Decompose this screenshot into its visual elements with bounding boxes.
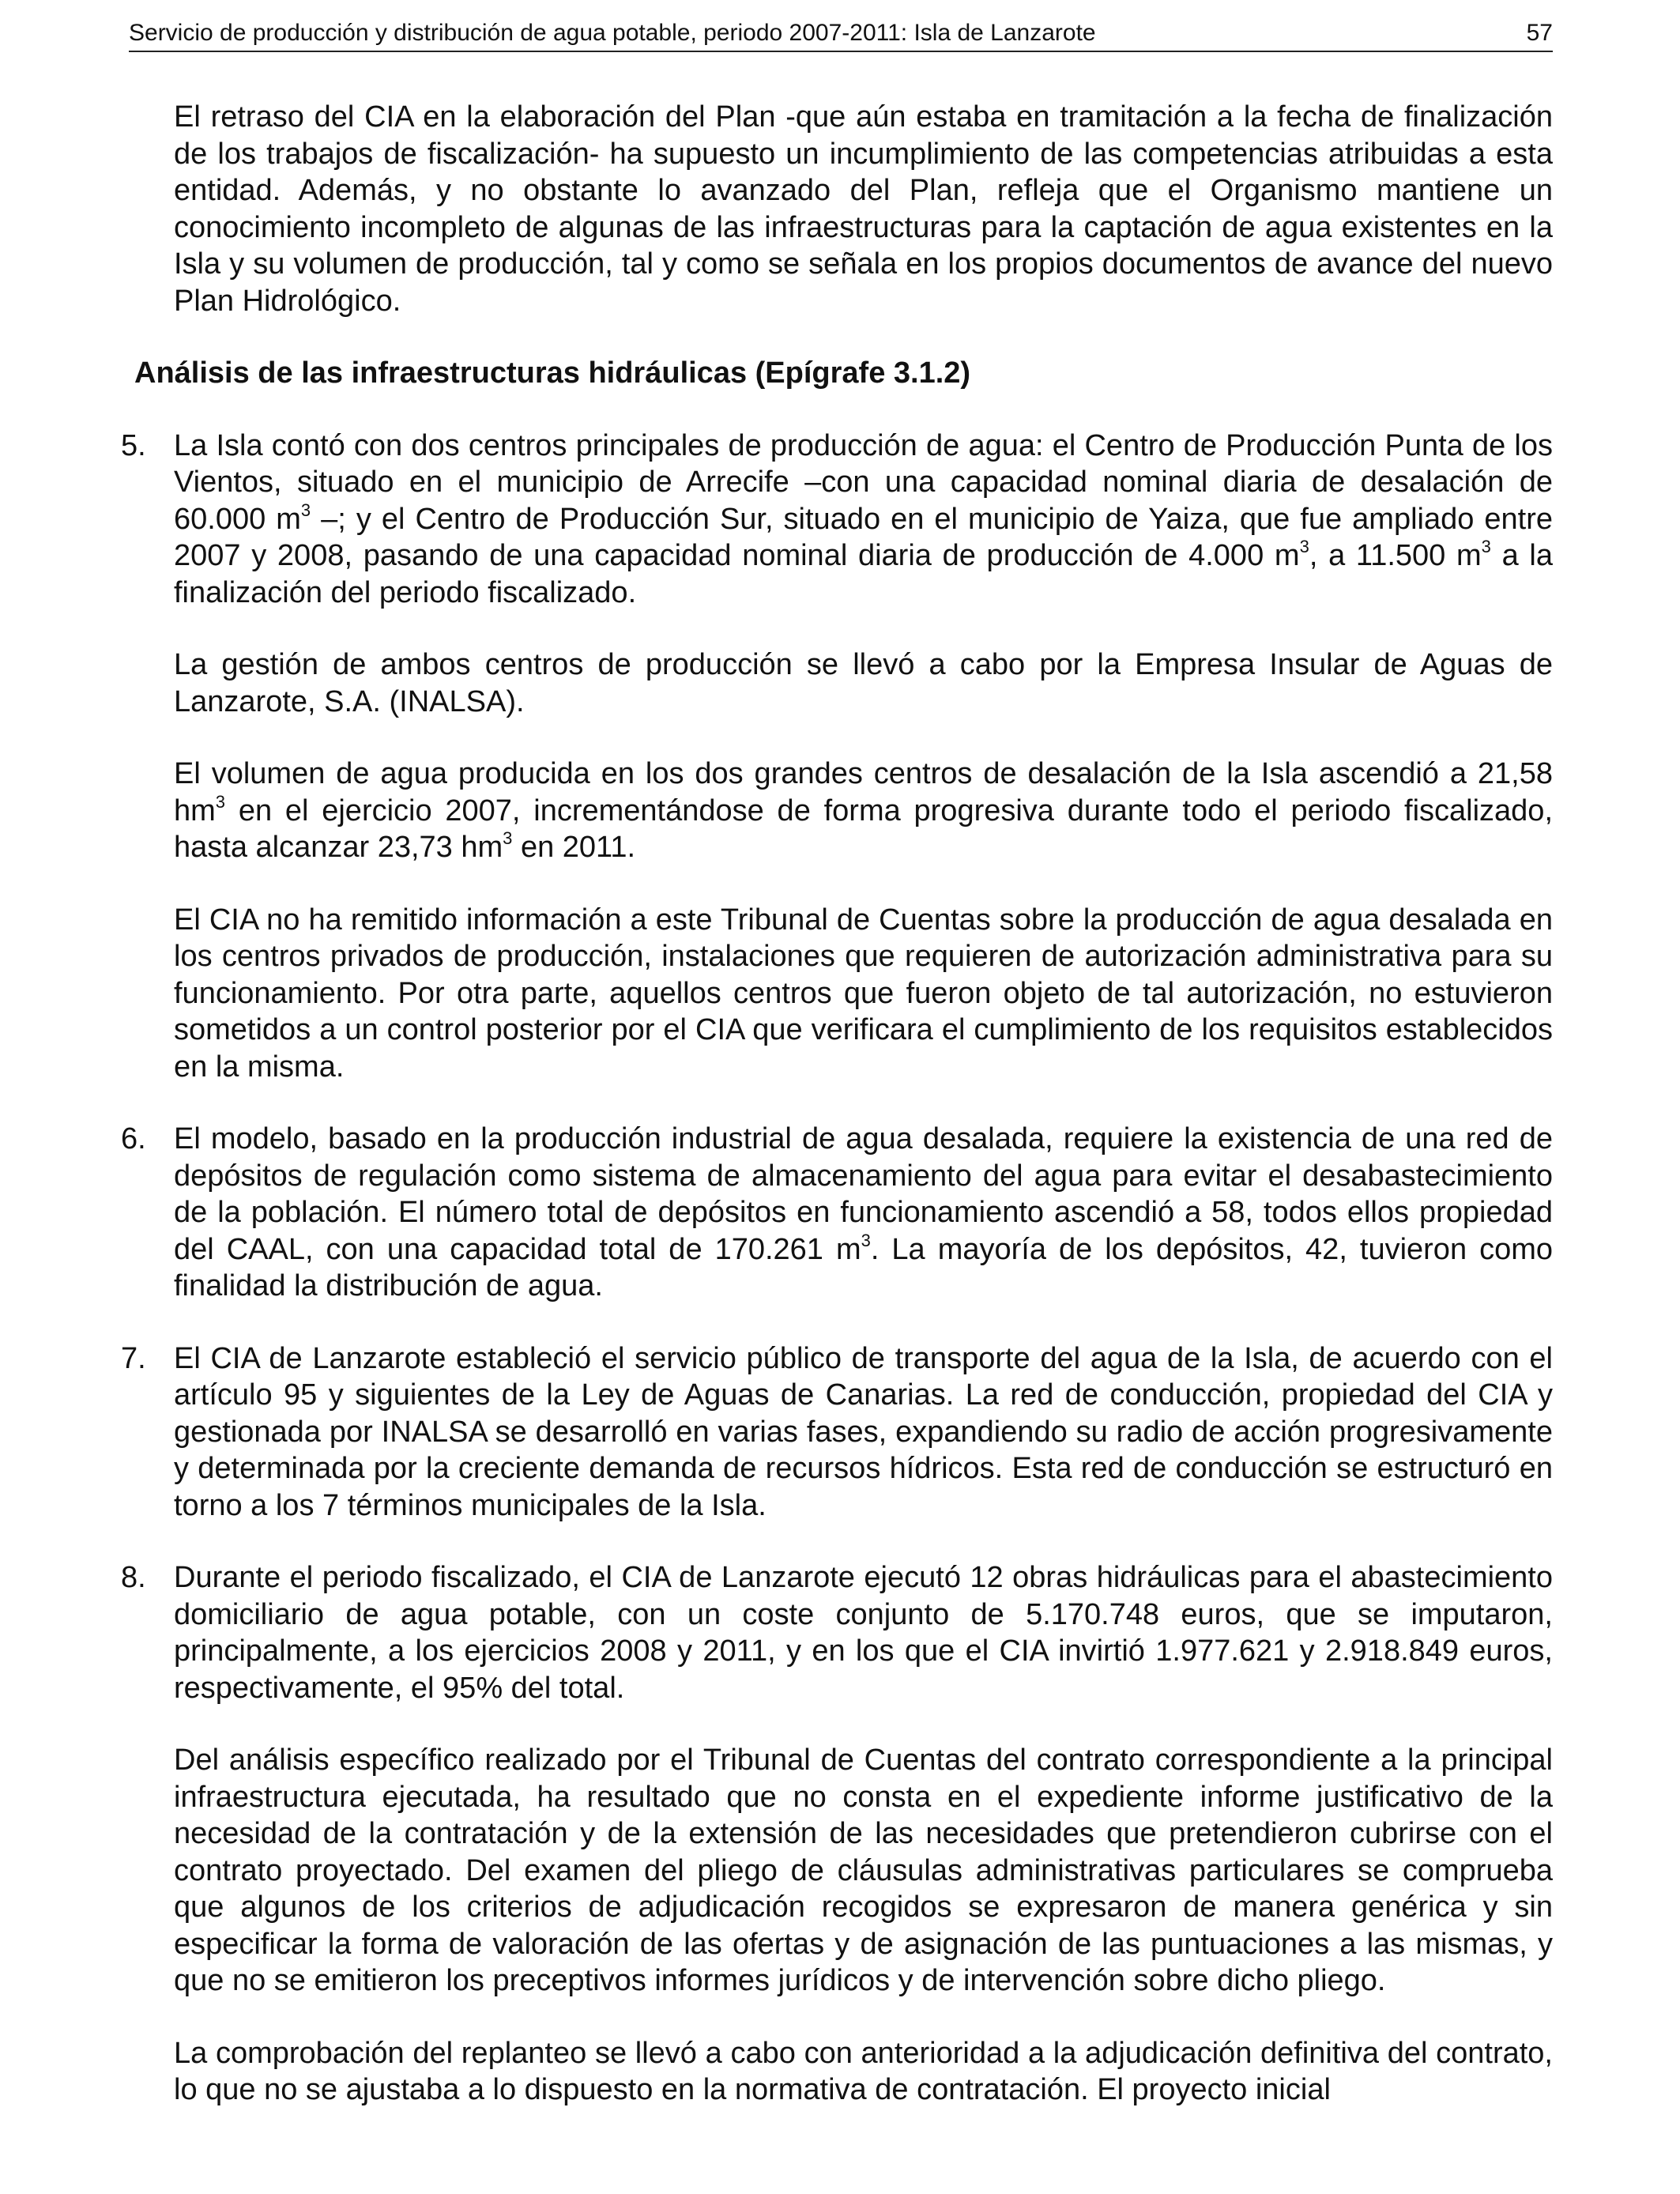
item-8-paragraph-3: La comprobación del replanteo se llevó a cabo con anterioridad a la adjudicación definitiva del contrato, lo que no se ajustaba a lo dispuesto en la normativa de contratación. El proyecto inicial <box>174 2036 1553 2106</box>
page-number: 57 <box>1526 20 1553 46</box>
superscript-3: 3 <box>1481 537 1491 556</box>
page-header <box>129 16 1553 52</box>
numbered-item-7 <box>121 1340 1553 1525</box>
item-number: 8. <box>121 1561 146 1594</box>
item-number: 5. <box>121 428 146 462</box>
superscript-3: 3 <box>1299 537 1309 556</box>
numbered-item-5 <box>121 428 1554 1086</box>
section-heading: Análisis de las infraestructuras hidráulicas (Epígrafe 3.1.2) <box>134 356 971 390</box>
numbered-item-8 <box>121 1559 1553 2109</box>
superscript-3: 3 <box>300 499 311 520</box>
item-5-paragraph-2: La gestión de ambos centros de producción se llevó a cabo por la Empresa Insular de Aguas de Lanzarote, S.A. (INALSA). <box>174 648 1553 718</box>
item-5-paragraph-4: El CIA no ha remitido información a este Tribunal de Cuentas sobre la producción de agua desalada en los centros privados de producción, instalaciones que requieren de autorización administrativa para su funcionamiento. Por otra parte, aquellos centros que fueron objeto de tal autorización, no estuvieron sometidos a un control posterior por el CIA que verificara el cumplimiento de los requisitos establecidos en la misma. <box>174 903 1553 1084</box>
item-7-paragraph-1: El CIA de Lanzarote estableció el servicio público de transporte del agua de la Isla, de acuerdo con el artículo 95 y siguientes de la Ley de Aguas de Canarias. La red de conducción, propiedad del CIA y gestionada por INALSA se desarrolló en varias fases, expandiendo su radio de acción progresivamente y determinada por la creciente demanda de recursos hídricos. Esta red de conducción se estructuró en torno a los 7 términos municipales de la Isla. <box>174 1341 1553 1522</box>
superscript-3: 3 <box>861 1230 871 1250</box>
document-body <box>121 99 1554 2109</box>
superscript-3: 3 <box>503 828 513 848</box>
item-6-paragraph-1: El modelo, basado en la producción industrial de agua desalada, requiere la existencia de una red de depósitos de regulación como sistema de almacenamiento del agua para evitar el desabastecimiento de la población. El número total de depósitos en funcionamiento ascendió a 58, todos ellos propiedad del CAAL, con una capacidad total de 170.261 $m^3$. La mayoría de los depósitos, 42, tuvieron como finalidad la distribución de agua. <box>174 1122 1553 1302</box>
item-5-paragraph-3: El volumen de agua producida en los dos grandes centros de desalación de la Isla ascendió a 21,58 $hm^3$ en el ejercicio 2007, incrementándose de forma progresiva durante todo el periodo fiscalizado, hasta alcanzar 23,73 $hm^3$ en 2011. <box>174 757 1553 864</box>
item-5-paragraph-1: La Isla contó con dos centros principales de producción de agua: el Centro de Producción Punta de los Vientos, situado en el municipio de Arrecife –con una capacidad nominal diaria de desalación de 60.000 $m^3$ –; y el Centro de Producción Sur, situado en el municipio de Yaiza, que fue ampliado entre 2007 y 2008, pasando de una capacidad nominal diaria de producción de 4.000 $m^3$, a 11.500 $m^3$ a la finalización del periodo fiscalizado. <box>174 428 1554 609</box>
numbered-item-6 <box>121 1121 1553 1305</box>
intro-paragraph: El retraso del CIA en la elaboración del Plan -que aún estaba en tramitación a la fecha de finalización de los trabajos de fiscalización- ha supuesto un incumplimiento de las competencias atribuidas a esta entidad. Además, y no obstante lo avanzado del Plan, refleja que el Organismo mantiene un conocimiento incompleto de algunas de las infraestructuras para la captación de agua existentes en la Isla y su volumen de producción, tal y como se señala en los propios documentos de avance del nuevo Plan Hidrológico. <box>174 100 1553 318</box>
item-8-paragraph-2: Del análisis específico realizado por el Tribunal de Cuentas del contrato correspondiente a la principal infraestructura ejecutada, ha resultado que no consta en el expediente informe justificativo de la necesidad de la contratación y de la extensión de las necesidades que pretendieron cubrirse con el contrato proyectado. Del examen del pliego de cláusulas administrativas particulares se comprueba que algunos de los criterios de adjudicación recogidos se expresaron de manera genérica y sin especificar la forma de valoración de las ofertas y de asignación de las puntuaciones a las mismas, y que no se emitieron los preceptivos informes jurídicos y de intervención sobre dicho pliego. <box>174 1744 1553 1997</box>
item-8-paragraph-1: Durante el periodo fiscalizado, el CIA de Lanzarote ejecutó 12 obras hidráulicas para el abastecimiento domiciliario de agua potable, con un coste conjunto de 5.170.748 euros, que se imputaron, principalmente, a los ejercicios 2008 y 2011, y en los que el CIA invirtió 1.977.621 y 2.918.849 euros, respectivamente, el 95% del total. <box>174 1561 1553 1705</box>
superscript-3: 3 <box>215 791 226 812</box>
item-number: 7. <box>121 1341 146 1375</box>
item-number: 6. <box>121 1122 146 1155</box>
header-title: Servicio de producción y distribución de agua potable, periodo 2007-2011: Isla de Lanzarote <box>129 20 1096 46</box>
